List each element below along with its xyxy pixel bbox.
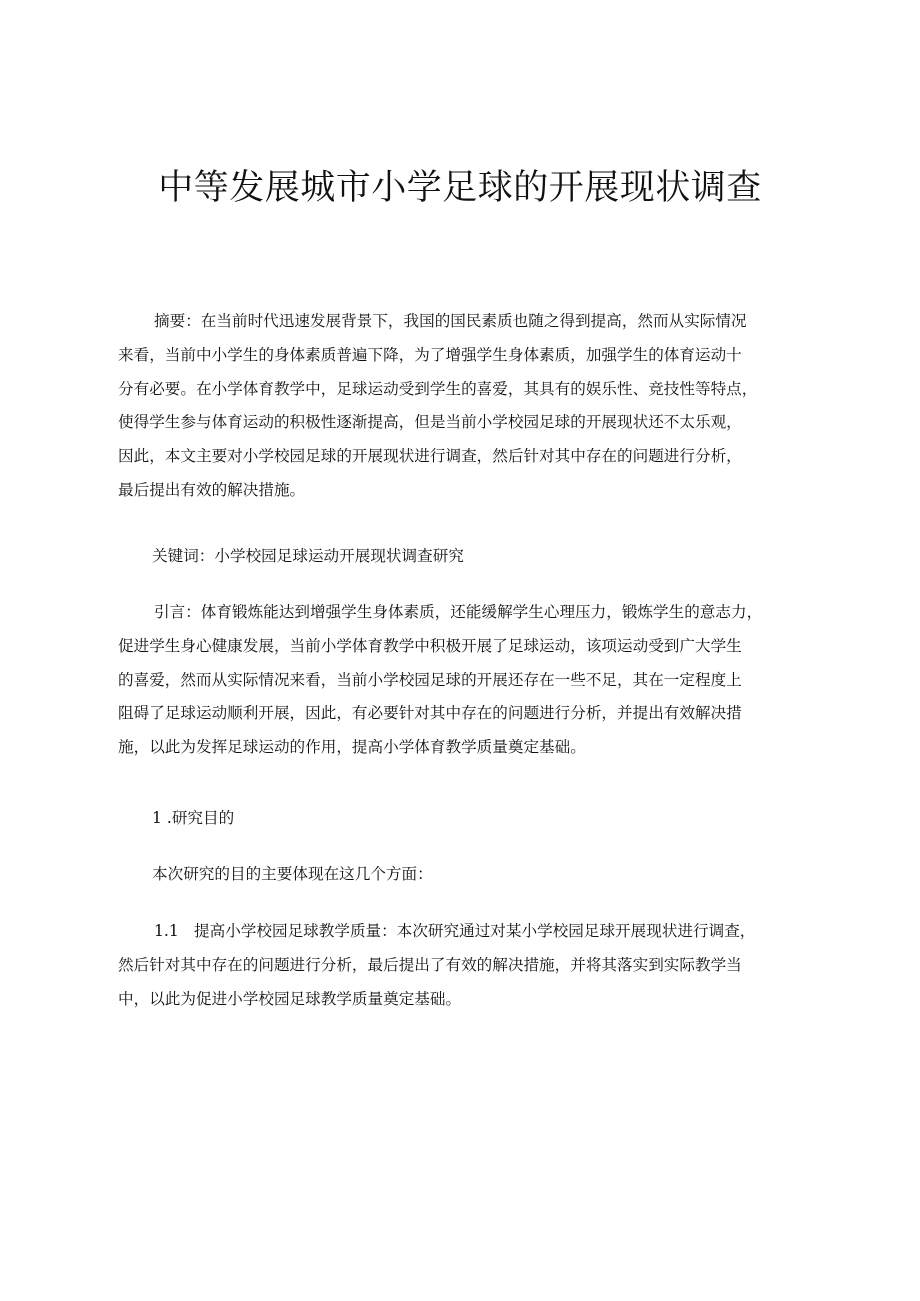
intro-line: 施，以此为发挥足球运动的作用，提高小学体育教学质量奠定基础。 (118, 738, 586, 757)
subsection-line: 中，以此为促进小学校园足球教学质量奠定基础。 (118, 989, 462, 1008)
abstract-line: 摘要：在当前时代迅速发展背景下，我国的国民素质也随之得到提高，然而从实际情况 (154, 312, 747, 330)
abstract-paragraph (118, 305, 802, 508)
subsection-number: 1.1 (154, 922, 179, 940)
document-title: 中等发展城市小学足球的开展现状调查 (158, 168, 762, 208)
intro-line: 促进学生身心健康发展，当前小学体育教学中积极开展了足球运动，该项运动受到广大学生 (118, 636, 742, 655)
section-intro: 本次研究的目的主要体现在这几个方面： (152, 865, 433, 883)
subsection-first-line (118, 915, 802, 949)
intro-line: 引言：体育锻炼能达到增强学生身体素质，还能缓解学生心理压力，锻炼学生的意志力， (154, 603, 763, 621)
section-heading: 1 .研究目的 (152, 809, 235, 827)
abstract-line: 最后提出有效的解决措施。 (118, 480, 306, 499)
abstract-line: 因此，本文主要对小学校园足球的开展现状进行调查，然后针对其中存在的问题进行分析， (118, 447, 742, 466)
keywords-line: 关键词：小学校园足球运动开展现状调查研究 (152, 547, 464, 565)
abstract-line: 使得学生参与体育运动的积极性逐渐提高，但是当前小学校园足球的开展现状还不太乐观， (118, 413, 742, 432)
subsection-line: 提高小学校园足球教学质量：本次研究通过对某小学校园足球开展现状进行调查， (194, 922, 756, 940)
intro-line: 阻碍了足球运动顺利开展，因此，有必要针对其中存在的问题进行分析，并提出有效解决措 (118, 704, 742, 723)
subsection-paragraph (118, 915, 802, 1016)
abstract-line: 分有必要。在小学体育教学中，足球运动受到学生的喜爱，其具有的娱乐性、竞技性等特点， (118, 379, 758, 398)
intro-paragraph (118, 596, 802, 765)
intro-line: 的喜爱，然而从实际情况来看，当前小学校园足球的开展还存在一些不足，其在一定程度上 (118, 670, 742, 689)
abstract-line: 来看，当前中小学生的身体素质普遍下降，为了增强学生身体素质，加强学生的体育运动十 (118, 345, 742, 364)
subsection-line: 然后针对其中存在的问题进行分析，最后提出了有效的解决措施，并将其落实到实际教学当 (118, 955, 742, 974)
